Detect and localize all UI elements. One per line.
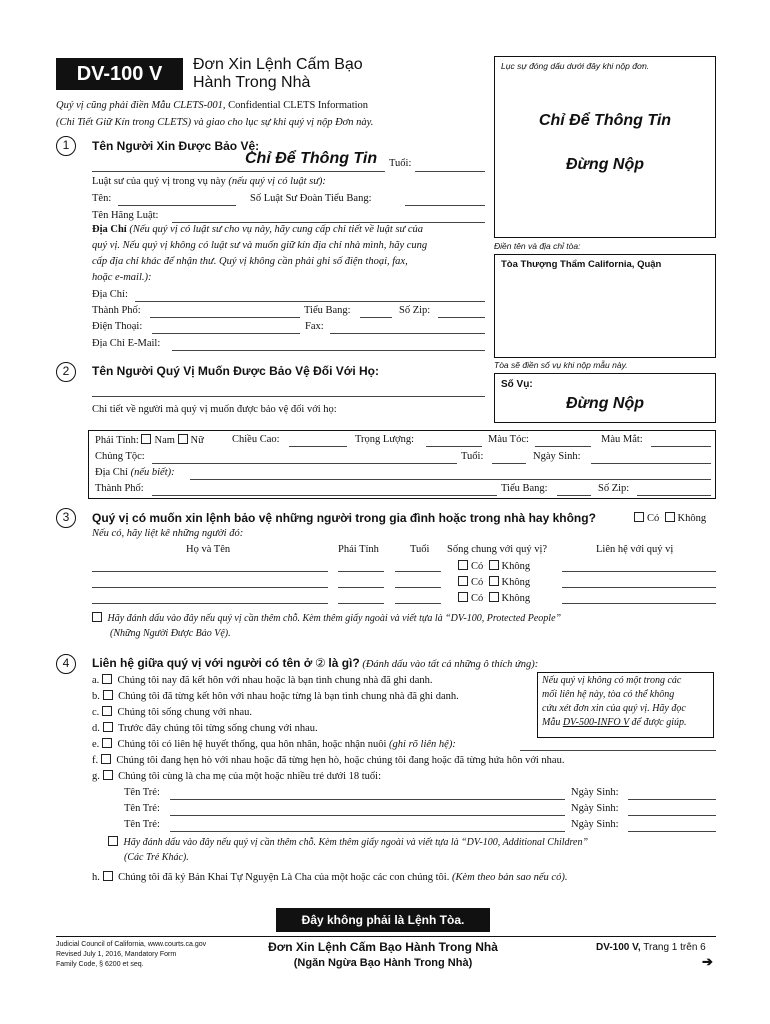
section-3-question: Quý vị có muốn xin lệnh bảo vệ những người trong gia đình hoặc trong nhà hay không? (92, 511, 596, 525)
resp-state-label: Tiểu Bang: (501, 483, 548, 494)
children-more-line2: (Các Trẻ Khác). (124, 852, 189, 863)
not-court-order-banner: Đây không phải là Lệnh Tòa. (276, 908, 490, 932)
address-instructions-line3: cấp địa chỉ khác để nhận thư. Quý vị không cần phải ghi số điện thoại, fax, (92, 256, 408, 267)
child-dob-field[interactable] (628, 799, 716, 800)
person-sex-field[interactable] (338, 587, 384, 588)
phone-field[interactable] (152, 333, 300, 334)
protected-people-more-line1: Hãy đánh dấu vào đây nếu quý vị cần thêm chỗ. Kèm thêm giấy ngoài và viết tựa là “DV-100, Protected People” (92, 612, 561, 625)
hair-field[interactable] (535, 446, 591, 447)
person-live-choice: Có Không (458, 576, 530, 589)
address-instructions-line1: Địa Chỉ (Nếu quý vị có luật sư cho vụ này, hãy cung cấp chi tiết về luật sư của (92, 224, 424, 235)
section-1-number: 1 (56, 136, 76, 156)
child-dob-label: Ngày Sinh: (571, 803, 619, 814)
case-number-label: Số Vụ: (501, 379, 533, 390)
eyes-field[interactable] (651, 446, 711, 447)
email-label: Địa Chỉ E-Mail: (92, 338, 161, 349)
relationship-option-c: c. Chúng tôi sống chung với nhau. (92, 707, 253, 718)
relationship-g-checkbox[interactable] (103, 770, 113, 780)
lawyer-name-field[interactable] (118, 205, 236, 206)
relationship-f-checkbox[interactable] (101, 754, 111, 764)
live-yes-checkbox[interactable] (458, 560, 468, 570)
height-field[interactable] (289, 446, 347, 447)
footer-revised: Revised July 1, 2016, Mandatory Form (56, 951, 177, 958)
person-live-choice: Có Không (458, 592, 530, 605)
person-age-field[interactable] (395, 587, 441, 588)
resp-state-field[interactable] (557, 495, 591, 496)
state-field[interactable] (360, 317, 392, 318)
relationship-h-checkbox[interactable] (103, 871, 113, 881)
footer-title: Đơn Xin Lệnh Cấm Bạo Hành Trong Nhà (268, 940, 498, 954)
section-2-number: 2 (56, 362, 76, 382)
relationship-d-checkbox[interactable] (103, 722, 113, 732)
section-3-number: 3 (56, 508, 76, 528)
sex-label: Phái Tính: Nam Nữ (95, 435, 204, 446)
child-dob-field[interactable] (628, 831, 716, 832)
person-sex-field[interactable] (338, 571, 384, 572)
protect-others-yes-checkbox[interactable] (634, 512, 644, 522)
relationship-option-f: f. Chúng tôi đang hẹn hò với nhau hoặc đã từng hẹn hò, hoặc chúng tôi đang hoặc đã từng hứa hôn với nhau. (92, 755, 565, 766)
form-title-line2: Hành Trong Nhà (193, 74, 311, 91)
live-yes-checkbox[interactable] (458, 592, 468, 602)
relationship-note-line1: Nếu quý vị không có một trong các (542, 675, 682, 686)
col-age-header: Tuổi (410, 544, 430, 555)
footer-divider (56, 936, 716, 937)
dv-500-info-link[interactable]: DV-500-INFO V (562, 717, 630, 728)
relationship-note-line4: Mẫu DV-500-INFO V để được giúp. (542, 717, 687, 728)
relationship-option-g: g. Chúng tôi cùng là cha mẹ của một hoặc nhiều trẻ dưới 18 tuổi: (92, 771, 382, 782)
zip-field[interactable] (438, 317, 485, 318)
resp-zip-label: Số Zip: (598, 483, 630, 494)
bar-number-label: Số Luật Sư Đoàn Tiểu Bang: (250, 193, 372, 204)
case-box-label: Tòa sẽ điền số vụ khi nộp mẫu này. (494, 360, 628, 370)
lawyer-label: Luật sư của quý vị trong vụ này (nếu quý vị có luật sư): (92, 176, 326, 187)
resp-address-field[interactable] (190, 479, 711, 480)
clerk-stamp-note: Lục sự đóng dấu dưới đây khi nộp đơn. (501, 61, 650, 71)
race-field[interactable] (152, 463, 457, 464)
petitioner-name-field[interactable] (92, 171, 385, 172)
person-name-field[interactable] (92, 587, 328, 588)
section-3-yes-no: Có Không (634, 512, 706, 525)
lawyer-name-label: Tên: (92, 193, 112, 204)
resp-age-label: Tuổi: (461, 451, 484, 462)
section-1-title: Tên Người Xin Được Bảo Vệ: (92, 139, 260, 153)
resp-city-field[interactable] (152, 495, 497, 496)
race-label: Chủng Tộc: (95, 451, 145, 462)
height-label: Chiều Cao: (232, 434, 280, 445)
form-title-line1: Đơn Xin Lệnh Cấm Bạo (193, 56, 363, 73)
footer-code: Family Code, § 6200 et seq. (56, 961, 144, 968)
firm-name-label: Tên Hãng Luật: (92, 210, 159, 221)
children-more-line1: Hãy đánh dấu vào đây nếu quý vị cần thêm chỗ. Kèm thêm giấy ngoài và viết tựa là “DV-100, Additional Children” (108, 836, 588, 849)
resp-city-label: Thành Phố: (95, 483, 144, 494)
email-field[interactable] (172, 350, 485, 351)
resp-address-label: Địa Chỉ (nếu biết): (95, 467, 175, 478)
female-checkbox[interactable] (178, 434, 188, 444)
resp-dob-label: Ngày Sinh: (533, 451, 581, 462)
next-page-arrow-icon[interactable]: ➔ (702, 954, 713, 969)
footer-page: DV-100 V, Trang 1 trên 6 (596, 942, 706, 953)
relationship-option-e: e. Chúng tôi có liên hệ huyết thống, qua hôn nhân, hoặc nhận nuôi (ghi rõ liên hệ): (92, 739, 456, 750)
relationship-note-line3: cứu xét đơn xin của quý vị. Hãy đọc (542, 703, 686, 714)
clerk-stamp-box (494, 56, 716, 238)
person-live-choice: Có Không (458, 560, 530, 573)
clerk-watermark-info: Chỉ Để Thông Tin (538, 112, 672, 129)
child-dob-label: Ngày Sinh: (571, 819, 619, 830)
protected-people-more-checkbox[interactable] (92, 612, 102, 622)
relationship-c-checkbox[interactable] (102, 706, 112, 716)
clerk-watermark-donotfile: Đừng Nộp (565, 156, 645, 173)
person-sex-field[interactable] (338, 603, 384, 604)
eyes-label: Màu Mắt: (601, 434, 643, 445)
child-name-label: Tên Trẻ: (124, 819, 160, 830)
weight-field[interactable] (426, 446, 482, 447)
petitioner-age-label: Tuổi: (389, 158, 412, 169)
child-dob-label: Ngày Sinh: (571, 787, 619, 798)
protected-people-more-line2: (Những Người Được Bảo Vệ). (110, 628, 231, 639)
clets-note-line1: Quý vị cũng phải điền Mẫu CLETS-001, Confidential CLETS Information (56, 100, 369, 111)
relationship-option-b: b. Chúng tôi đã từng kết hôn với nhau hoặc từng là bạn tình chung nhà đã ghi danh. (92, 691, 459, 702)
section-1-watermark: Chỉ Để Thông Tin (245, 150, 378, 167)
hair-label: Màu Tóc: (488, 434, 529, 445)
relationship-e-field[interactable] (520, 750, 716, 751)
relationship-e-checkbox[interactable] (102, 738, 112, 748)
section-4-number: 4 (56, 654, 76, 674)
person-rel-field[interactable] (562, 587, 716, 588)
child-dob-field[interactable] (628, 815, 716, 816)
petitioner-age-field[interactable] (415, 171, 485, 172)
resp-dob-field[interactable] (591, 463, 711, 464)
city-field[interactable] (150, 317, 300, 318)
relationship-b-checkbox[interactable] (103, 690, 113, 700)
relationship-a-checkbox[interactable] (102, 674, 112, 684)
resp-zip-field[interactable] (637, 495, 711, 496)
child-name-field[interactable] (170, 831, 565, 832)
relationship-option-d: d. Trước đây chúng tôi từng sống chung với nhau. (92, 723, 318, 734)
section-3-if-yes: Nếu có, hãy liệt kê những người đó: (92, 528, 244, 539)
person-name-field[interactable] (92, 603, 328, 604)
case-watermark: Đừng Nộp (565, 395, 645, 412)
firm-name-field[interactable] (172, 222, 485, 223)
fax-label: Fax: (305, 321, 324, 332)
male-checkbox[interactable] (141, 434, 151, 444)
address-instructions-line4: hoặc e-mail.): (92, 272, 152, 283)
weight-label: Trọng Lượng: (355, 434, 414, 445)
city-label: Thành Phố: (92, 305, 141, 316)
child-name-label: Tên Trẻ: (124, 803, 160, 814)
respondent-details-label: Chi tiết về người mà quý vị muốn được bảo vệ đối với họ: (92, 404, 337, 415)
child-name-field[interactable] (170, 815, 565, 816)
zip-label: Số Zip: (399, 305, 431, 316)
live-no-checkbox[interactable] (489, 576, 499, 586)
court-name-label: Tòa Thượng Thẩm California, Quận (501, 259, 662, 270)
court-box-label: Điền tên và địa chỉ tòa: (494, 241, 581, 251)
bar-number-field[interactable] (405, 205, 485, 206)
protect-others-no-checkbox[interactable] (665, 512, 675, 522)
address-field[interactable] (135, 301, 485, 302)
person-name-field[interactable] (92, 571, 328, 572)
respondent-name-field[interactable] (92, 396, 485, 397)
footer-council: Judicial Council of California, www.courts.ca.gov (56, 941, 207, 948)
col-name-header: Họ và Tên (186, 544, 231, 555)
resp-age-field[interactable] (492, 463, 526, 464)
address-instructions-line2: quý vị. Nếu quý vị không có luật sư và muốn giữ kín địa chỉ nhà mình, hãy cung (92, 240, 428, 251)
col-sex-header: Phái Tính (338, 544, 379, 555)
relationship-note-line2: mối liên hệ này, tòa có thể không (542, 689, 675, 700)
section-4-title: Liên hệ giữa quý vị với người có tên ở ② là gì? (Đánh dấu vào tất cả những ô thích ứng): (92, 656, 539, 670)
child-name-label: Tên Trẻ: (124, 787, 160, 798)
children-more-checkbox[interactable] (108, 836, 118, 846)
state-label: Tiểu Bang: (304, 305, 351, 316)
form-id-badge: DV-100 V (56, 58, 183, 90)
live-no-checkbox[interactable] (489, 592, 499, 602)
person-age-field[interactable] (395, 571, 441, 572)
section-2-title: Tên Người Quý Vị Muốn Được Bảo Vệ Đối Với Họ: (92, 364, 379, 378)
person-rel-field[interactable] (562, 603, 716, 604)
clets-note-line2: (Chi Tiết Giữ Kín trong CLETS) và giao cho lục sự khi quý vị nộp Đơn này. (56, 117, 374, 128)
person-rel-field[interactable] (562, 571, 716, 572)
live-yes-checkbox[interactable] (458, 576, 468, 586)
address-label: Địa Chỉ: (92, 289, 128, 300)
person-age-field[interactable] (395, 603, 441, 604)
col-rel-header: Liên hệ với quý vị (596, 544, 674, 555)
live-no-checkbox[interactable] (489, 560, 499, 570)
relationship-option-h: h. Chúng tôi đã ký Bản Khai Tự Nguyện Là Cha của một hoặc các con chúng tôi. (Kèm theo bản sao nếu có). (92, 872, 568, 883)
fax-field[interactable] (330, 333, 485, 334)
child-name-field[interactable] (170, 799, 565, 800)
phone-label: Điện Thoại: (92, 321, 143, 332)
footer-subtitle: (Ngăn Ngừa Bạo Hành Trong Nhà) (293, 957, 473, 969)
col-live-header: Sống chung với quý vị? (447, 544, 548, 555)
relationship-option-a: a. Chúng tôi nay đã kết hôn với nhau hoặc là bạn tình chung nhà đã ghi danh. (92, 675, 433, 686)
